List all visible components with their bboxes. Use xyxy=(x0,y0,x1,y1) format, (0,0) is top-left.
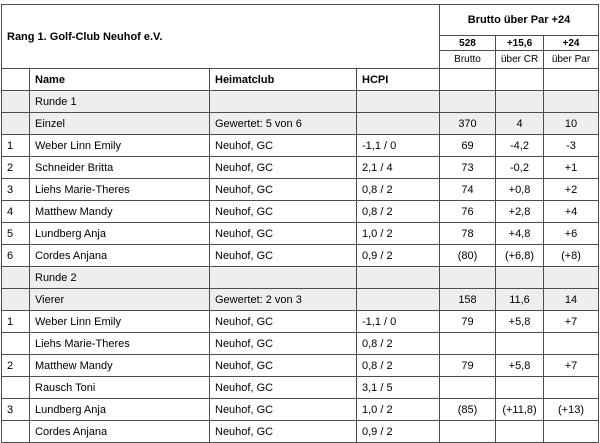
title-row xyxy=(2,5,599,36)
rank-cell: 4 xyxy=(2,201,30,223)
par-cell xyxy=(544,91,599,113)
par-cell: +2 xyxy=(544,179,599,201)
club-cell: Neuhof, GC xyxy=(210,201,357,223)
name-cell: Schneider Britta xyxy=(30,157,210,179)
club-cell: Neuhof, GC xyxy=(210,421,357,443)
hcpi-cell: 1,0 / 2 xyxy=(357,223,440,245)
club-cell: Neuhof, GC xyxy=(210,355,357,377)
brutto-cell: 158 xyxy=(440,289,496,311)
brutto-cell: (80) xyxy=(440,245,496,267)
cr-cell xyxy=(496,377,544,399)
hcpi-cell: -1,1 / 0 xyxy=(357,311,440,333)
brutto-cell: 73 xyxy=(440,157,496,179)
col-rank xyxy=(2,69,30,91)
hcpi-cell: 0,8 / 2 xyxy=(357,355,440,377)
round-row xyxy=(2,91,599,113)
club-cell xyxy=(210,91,357,113)
hcpi-cell xyxy=(357,113,440,135)
rank-cell xyxy=(2,267,30,289)
hcpi-cell xyxy=(357,91,440,113)
name-cell: Lundberg Anja xyxy=(30,223,210,245)
brutto-cell xyxy=(440,421,496,443)
player-row xyxy=(2,355,599,377)
brutto-cell: 370 xyxy=(440,113,496,135)
cr-cell xyxy=(496,421,544,443)
brutto-cell: 74 xyxy=(440,179,496,201)
hcpi-cell: 0,8 / 2 xyxy=(357,179,440,201)
player-row xyxy=(2,421,599,443)
brutto-cell: 76 xyxy=(440,201,496,223)
cr-cell: -0,2 xyxy=(496,157,544,179)
rank-cell xyxy=(2,377,30,399)
hcpi-cell: 0,9 / 2 xyxy=(357,245,440,267)
brutto-cell: 79 xyxy=(440,311,496,333)
rank-cell xyxy=(2,421,30,443)
par-cell: +1 xyxy=(544,157,599,179)
rank-cell xyxy=(2,91,30,113)
par-cell xyxy=(544,421,599,443)
name-cell: Matthew Mandy xyxy=(30,355,210,377)
brutto-cell xyxy=(440,333,496,355)
name-cell: Runde 2 xyxy=(30,267,210,289)
cr-cell: (+11,8) xyxy=(496,399,544,421)
cr-cell xyxy=(496,91,544,113)
hcpi-cell xyxy=(357,289,440,311)
par-cell xyxy=(544,267,599,289)
hcpi-cell: 2,1 / 4 xyxy=(357,157,440,179)
cr-cell: 11,6 xyxy=(496,289,544,311)
cr-cell: +0,8 xyxy=(496,179,544,201)
brutto-cell xyxy=(440,377,496,399)
par-cell: (+8) xyxy=(544,245,599,267)
cr-cell: +2,8 xyxy=(496,201,544,223)
col-name: Name xyxy=(30,69,210,91)
club-cell: Neuhof, GC xyxy=(210,157,357,179)
rank-cell: 6 xyxy=(2,245,30,267)
name-cell: Cordes Anjana xyxy=(30,421,210,443)
cr-cell: +5,8 xyxy=(496,355,544,377)
name-cell: Liehs Marie-Theres xyxy=(30,333,210,355)
name-cell: Matthew Mandy xyxy=(30,201,210,223)
par-cell xyxy=(544,377,599,399)
name-cell: Lundberg Anja xyxy=(30,399,210,421)
par-cell: (+13) xyxy=(544,399,599,421)
hcpi-cell: 0,9 / 2 xyxy=(357,421,440,443)
brutto-cell: 69 xyxy=(440,135,496,157)
col-par xyxy=(544,69,599,91)
player-row xyxy=(2,179,599,201)
club-cell: Neuhof, GC xyxy=(210,135,357,157)
rank-cell: 5 xyxy=(2,223,30,245)
cr-cell xyxy=(496,333,544,355)
brutto-cell: (85) xyxy=(440,399,496,421)
par-cell xyxy=(544,333,599,355)
name-cell: Liehs Marie-Theres xyxy=(30,179,210,201)
rank-cell: 1 xyxy=(2,311,30,333)
cr-cell: -4,2 xyxy=(496,135,544,157)
hcpi-cell: -1,1 / 0 xyxy=(357,135,440,157)
rank-cell: 2 xyxy=(2,157,30,179)
player-row xyxy=(2,245,599,267)
name-cell: Vierer xyxy=(30,289,210,311)
club-cell: Neuhof, GC xyxy=(210,399,357,421)
rank-cell: 3 xyxy=(2,399,30,421)
club-cell: Neuhof, GC xyxy=(210,377,357,399)
brutto-cell xyxy=(440,91,496,113)
player-row xyxy=(2,399,599,421)
par-cell: +4 xyxy=(544,201,599,223)
club-cell: Neuhof, GC xyxy=(210,245,357,267)
name-cell: Rausch Toni xyxy=(30,377,210,399)
group-row xyxy=(2,113,599,135)
col-cr xyxy=(496,69,544,91)
par-cell: -3 xyxy=(544,135,599,157)
club-cell: Gewertet: 5 von 6 xyxy=(210,113,357,135)
player-row xyxy=(2,311,599,333)
results-body xyxy=(2,5,599,443)
par-cell: 14 xyxy=(544,289,599,311)
par-cell: +6 xyxy=(544,223,599,245)
col-brutto xyxy=(440,69,496,91)
sum-cr: +15,6 xyxy=(496,36,544,51)
club-cell: Neuhof, GC xyxy=(210,311,357,333)
rank-cell: 3 xyxy=(2,179,30,201)
name-cell: Weber Linn Emily xyxy=(30,311,210,333)
club-cell: Neuhof, GC xyxy=(210,223,357,245)
cr-cell: +5,8 xyxy=(496,311,544,333)
player-row xyxy=(2,157,599,179)
rank-cell xyxy=(2,289,30,311)
player-row xyxy=(2,377,599,399)
hcpi-cell: 3,1 / 5 xyxy=(357,377,440,399)
brutto-cell: 78 xyxy=(440,223,496,245)
cr-cell xyxy=(496,267,544,289)
rank-cell: 2 xyxy=(2,355,30,377)
col-club: Heimatclub xyxy=(210,69,357,91)
hcpi-cell: 0,8 / 2 xyxy=(357,333,440,355)
hcpi-cell: 0,8 / 2 xyxy=(357,201,440,223)
par-cell: +7 xyxy=(544,311,599,333)
player-row xyxy=(2,135,599,157)
cr-cell: 4 xyxy=(496,113,544,135)
rank-cell: 1 xyxy=(2,135,30,157)
par-cell: +7 xyxy=(544,355,599,377)
club-cell: Neuhof, GC xyxy=(210,333,357,355)
col-hcpi: HCPI xyxy=(357,69,440,91)
hcpi-cell: 1,0 / 2 xyxy=(357,399,440,421)
label-par: über Par xyxy=(544,51,599,69)
club-cell: Gewertet: 2 von 3 xyxy=(210,289,357,311)
cr-cell: +4,8 xyxy=(496,223,544,245)
brutto-cell xyxy=(440,267,496,289)
club-title: Rang 1. Golf-Club Neuhof e.V. xyxy=(2,5,440,69)
label-cr: über CR xyxy=(496,51,544,69)
name-cell: Weber Linn Emily xyxy=(30,135,210,157)
brutto-cell: 79 xyxy=(440,355,496,377)
rank-cell xyxy=(2,113,30,135)
club-cell xyxy=(210,267,357,289)
sum-brutto: 528 xyxy=(440,36,496,51)
cr-cell: (+6,8) xyxy=(496,245,544,267)
label-brutto: Brutto xyxy=(440,51,496,69)
hcpi-cell xyxy=(357,267,440,289)
par-cell: 10 xyxy=(544,113,599,135)
player-row xyxy=(2,333,599,355)
score-title: Brutto über Par +24 xyxy=(440,5,599,36)
name-cell: Runde 1 xyxy=(30,91,210,113)
rank-cell xyxy=(2,333,30,355)
sum-par: +24 xyxy=(544,36,599,51)
column-header-row xyxy=(2,69,599,91)
club-cell: Neuhof, GC xyxy=(210,179,357,201)
round-row xyxy=(2,267,599,289)
name-cell: Einzel xyxy=(30,113,210,135)
player-row xyxy=(2,201,599,223)
results-table xyxy=(1,4,599,443)
group-row xyxy=(2,289,599,311)
player-row xyxy=(2,223,599,245)
name-cell: Cordes Anjana xyxy=(30,245,210,267)
